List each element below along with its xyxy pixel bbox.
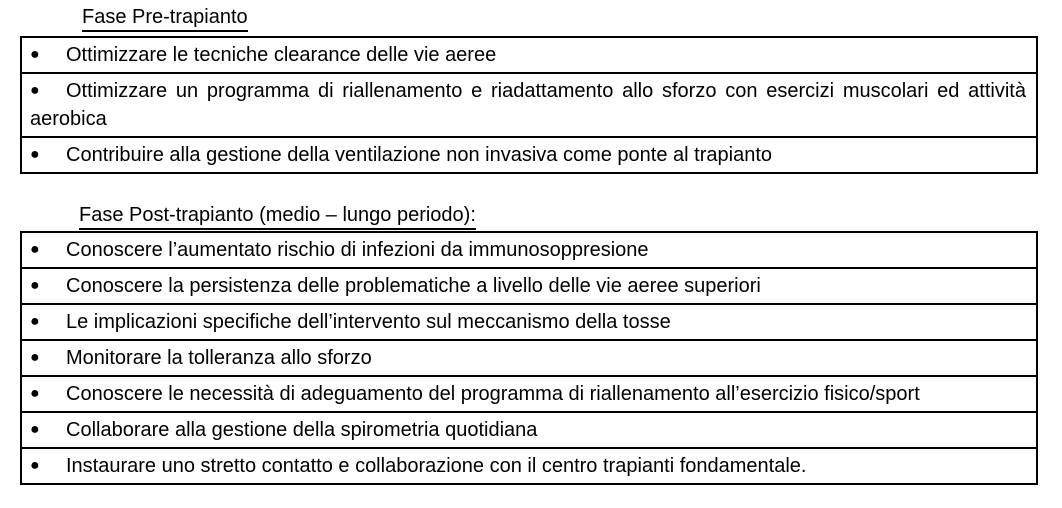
list-item — [22, 413, 1036, 449]
post-transplant-list — [20, 231, 1038, 485]
section-heading-post-transplant — [79, 203, 476, 230]
bullet-icon: ● — [30, 421, 40, 438]
bullet-icon: ● — [30, 349, 40, 366]
list-item-text: Ottimizzare un programma di riallenamento e riadattamento allo sforzo con esercizi muscolari ed attività aerobica — [30, 80, 1026, 130]
list-item-text: Instaurare uno stretto contatto e collaborazione con il centro trapianti fondamentale. — [66, 455, 807, 477]
bullet-icon: ● — [30, 146, 40, 163]
list-item-text: Le implicazioni specifiche dell’intervento sul meccanismo della tosse — [66, 311, 671, 333]
list-item — [22, 305, 1036, 341]
bullet-icon: ● — [30, 46, 40, 63]
list-item-text: Conoscere le necessità di adeguamento del programma di riallenamento all’esercizio fisico/sport — [66, 383, 920, 405]
list-item — [22, 449, 1036, 483]
pre-transplant-list — [20, 36, 1038, 174]
list-item-text: Ottimizzare le tecniche clearance delle vie aeree — [66, 44, 497, 66]
list-item — [22, 74, 1036, 138]
bullet-icon: ● — [30, 82, 40, 99]
list-item — [22, 38, 1036, 74]
list-item — [22, 138, 1036, 172]
list-item-text: Contribuire alla gestione della ventilazione non invasiva come ponte al trapianto — [66, 144, 772, 166]
list-item — [22, 377, 1036, 413]
list-item — [22, 269, 1036, 305]
bullet-icon: ● — [30, 313, 40, 330]
section-heading-text: Fase Pre-trapianto — [82, 5, 248, 32]
section-heading-text: Fase Post-trapianto (medio – lungo periodo): — [79, 203, 476, 230]
bullet-icon: ● — [30, 277, 40, 294]
list-item-text: Conoscere l’aumentato rischio di infezioni da immunosoppresione — [66, 239, 649, 261]
list-item — [22, 233, 1036, 269]
list-item-text: Conoscere la persistenza delle problematiche a livello delle vie aeree superiori — [66, 275, 761, 297]
bullet-icon: ● — [30, 241, 40, 258]
list-item-text: Monitorare la tolleranza allo sforzo — [66, 347, 372, 369]
bullet-icon: ● — [30, 457, 40, 474]
bullet-icon: ● — [30, 385, 40, 402]
list-item — [22, 341, 1036, 377]
list-item-text: Collaborare alla gestione della spirometria quotidiana — [66, 419, 538, 441]
section-heading-pre-transplant — [82, 5, 248, 32]
